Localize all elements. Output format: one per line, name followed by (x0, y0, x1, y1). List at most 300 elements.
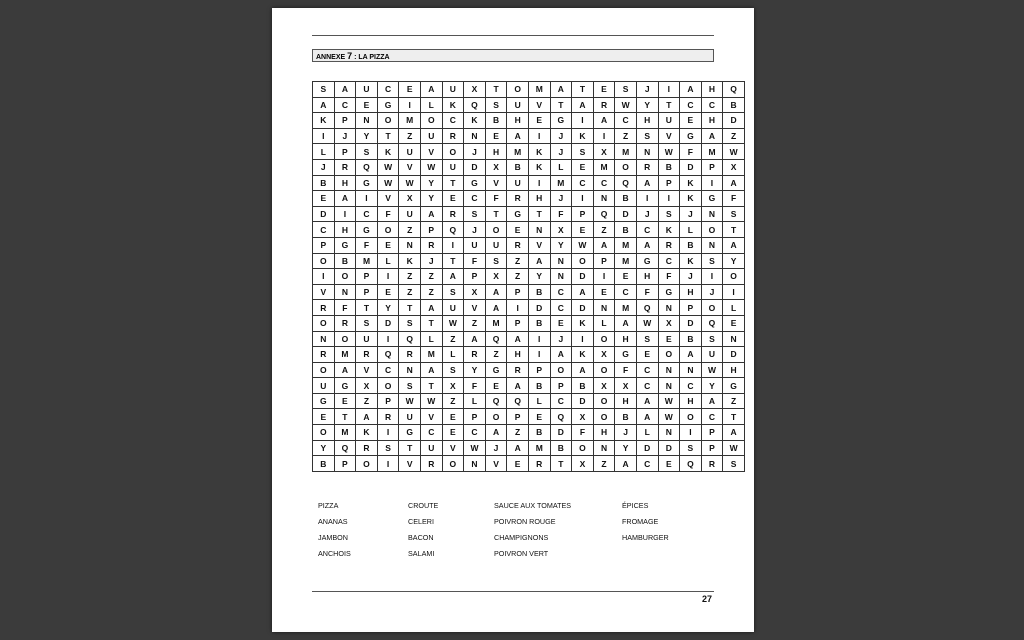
grid-row (313, 378, 745, 394)
grid-cell: G (313, 393, 335, 409)
grid-cell: G (636, 253, 658, 269)
grid-cell: X (615, 378, 637, 394)
grid-cell: B (615, 222, 637, 238)
grid-cell: Y (356, 128, 378, 144)
grid-cell: I (528, 175, 550, 191)
grid-cell: V (313, 284, 335, 300)
grid-cell: R (334, 315, 356, 331)
grid-row (313, 315, 745, 331)
word-item: FROMAGE (622, 517, 659, 526)
grid-cell: E (528, 113, 550, 129)
grid-row (313, 237, 745, 253)
grid-cell: X (356, 378, 378, 394)
grid-cell: M (615, 144, 637, 160)
grid-cell: P (593, 253, 615, 269)
grid-cell: M (528, 82, 550, 98)
word-list (318, 501, 718, 571)
grid-cell: R (593, 97, 615, 113)
grid-cell: Q (593, 206, 615, 222)
grid-cell: V (399, 456, 421, 472)
grid-cell: J (550, 191, 572, 207)
grid-cell: F (464, 253, 486, 269)
grid-cell: K (356, 425, 378, 441)
grid-cell: H (528, 191, 550, 207)
grid-cell: G (334, 378, 356, 394)
grid-cell: S (442, 284, 464, 300)
grid-cell: A (636, 237, 658, 253)
grid-cell: E (442, 409, 464, 425)
grid-cell: N (464, 128, 486, 144)
grid-cell: M (420, 347, 442, 363)
grid-cell: P (507, 409, 529, 425)
title-number: 7 (347, 51, 353, 61)
grid-cell: F (550, 206, 572, 222)
grid-cell: V (485, 175, 507, 191)
grid-cell: O (442, 144, 464, 160)
word-item: BACON (408, 533, 434, 542)
grid-cell: P (377, 393, 399, 409)
grid-cell: V (356, 362, 378, 378)
grid-cell: R (420, 456, 442, 472)
grid-cell: E (636, 347, 658, 363)
grid-cell: Z (420, 284, 442, 300)
grid-cell: A (593, 113, 615, 129)
grid-cell: E (313, 409, 335, 425)
word-item: CELERI (408, 517, 434, 526)
grid-cell: P (334, 456, 356, 472)
grid-cell: N (399, 362, 421, 378)
grid-cell: P (701, 425, 723, 441)
grid-row (313, 222, 745, 238)
word-item: SAUCE AUX TOMATES (494, 501, 572, 510)
grid-cell: X (442, 378, 464, 394)
grid-cell: D (680, 315, 702, 331)
grid-cell: Z (615, 128, 637, 144)
grid-cell: X (550, 222, 572, 238)
grid-cell: O (680, 409, 702, 425)
word-column (408, 501, 438, 565)
grid-cell: Q (334, 440, 356, 456)
grid-cell: G (377, 97, 399, 113)
grid-cell: N (550, 253, 572, 269)
grid-cell: J (485, 440, 507, 456)
grid-cell: L (313, 144, 335, 160)
grid-cell: S (485, 97, 507, 113)
grid-row (313, 409, 745, 425)
grid-cell: G (723, 378, 745, 394)
grid-cell: Y (464, 362, 486, 378)
grid-cell: E (507, 456, 529, 472)
grid-cell: W (658, 393, 680, 409)
grid-row (313, 82, 745, 98)
grid-cell: I (680, 425, 702, 441)
grid-cell: K (680, 253, 702, 269)
grid-cell: U (313, 378, 335, 394)
grid-cell: T (550, 456, 572, 472)
grid-cell: J (680, 269, 702, 285)
grid-cell: N (356, 113, 378, 129)
grid-cell: J (550, 128, 572, 144)
grid-cell: B (680, 331, 702, 347)
grid-cell: E (723, 315, 745, 331)
grid-cell: K (313, 113, 335, 129)
grid-cell: Q (507, 393, 529, 409)
grid-row (313, 425, 745, 441)
grid-cell: M (615, 253, 637, 269)
grid-cell: C (680, 378, 702, 394)
grid-cell: G (701, 191, 723, 207)
grid-cell: O (550, 362, 572, 378)
grid-cell: R (507, 362, 529, 378)
grid-cell: Z (485, 347, 507, 363)
grid-row (313, 113, 745, 129)
grid-cell: I (356, 191, 378, 207)
grid-cell: I (572, 331, 594, 347)
grid-cell: B (680, 237, 702, 253)
grid-cell: Y (723, 253, 745, 269)
grid-cell: P (507, 315, 529, 331)
grid-cell: X (572, 456, 594, 472)
grid-cell: Z (399, 284, 421, 300)
grid-cell: G (507, 206, 529, 222)
grid-cell: M (356, 253, 378, 269)
grid-cell: A (550, 82, 572, 98)
grid-cell: Y (550, 237, 572, 253)
grid-cell: O (334, 331, 356, 347)
grid-cell: F (658, 269, 680, 285)
grid-cell: G (356, 222, 378, 238)
document-page (272, 8, 754, 632)
grid-cell: H (485, 144, 507, 160)
grid-cell: B (528, 425, 550, 441)
grid-cell: U (420, 128, 442, 144)
grid-cell: U (399, 206, 421, 222)
grid-cell: S (723, 206, 745, 222)
grid-cell: N (701, 237, 723, 253)
page-number: 27 (701, 594, 712, 604)
grid-cell: P (464, 409, 486, 425)
grid-cell: W (420, 159, 442, 175)
grid-cell: A (442, 269, 464, 285)
grid-cell: I (593, 128, 615, 144)
grid-cell: P (356, 284, 378, 300)
grid-cell: H (701, 82, 723, 98)
grid-cell: U (485, 237, 507, 253)
grid-cell: A (550, 347, 572, 363)
grid-cell: C (356, 206, 378, 222)
grid-cell: L (420, 331, 442, 347)
grid-cell: M (399, 113, 421, 129)
grid-cell: K (572, 128, 594, 144)
grid-cell: Z (399, 222, 421, 238)
grid-cell: B (615, 191, 637, 207)
grid-cell: A (420, 362, 442, 378)
grid-cell: L (550, 159, 572, 175)
grid-cell: L (593, 315, 615, 331)
grid-cell: U (701, 347, 723, 363)
grid-cell: C (550, 300, 572, 316)
grid-cell: U (442, 82, 464, 98)
grid-cell: W (399, 175, 421, 191)
grid-cell: A (572, 97, 594, 113)
grid-cell: T (485, 206, 507, 222)
grid-cell: A (334, 362, 356, 378)
grid-cell: S (399, 378, 421, 394)
grid-cell: R (701, 456, 723, 472)
grid-cell: A (680, 82, 702, 98)
grid-cell: S (658, 206, 680, 222)
grid-cell: L (464, 393, 486, 409)
grid-cell: I (658, 82, 680, 98)
grid-cell: H (680, 393, 702, 409)
word-item: CROUTE (408, 501, 439, 510)
grid-cell: D (550, 425, 572, 441)
grid-cell: Z (399, 269, 421, 285)
grid-row (313, 393, 745, 409)
grid-cell: C (658, 253, 680, 269)
grid-cell: Y (420, 175, 442, 191)
grid-cell: Z (420, 269, 442, 285)
grid-cell: X (723, 159, 745, 175)
word-item: ANANAS (318, 517, 348, 526)
grid-cell: K (442, 97, 464, 113)
grid-cell: U (356, 331, 378, 347)
grid-cell: J (636, 206, 658, 222)
grid-cell: E (593, 82, 615, 98)
grid-cell: B (658, 159, 680, 175)
grid-cell: E (593, 284, 615, 300)
word-item: POIVRON ROUGE (494, 517, 556, 526)
grid-cell: X (485, 269, 507, 285)
grid-cell: E (572, 222, 594, 238)
grid-cell: Y (377, 300, 399, 316)
grid-cell: Q (550, 409, 572, 425)
grid-cell: J (550, 144, 572, 160)
grid-cell: P (701, 159, 723, 175)
grid-cell: E (399, 82, 421, 98)
grid-cell: G (485, 362, 507, 378)
grid-cell: Q (701, 315, 723, 331)
grid-cell: T (485, 82, 507, 98)
grid-cell: A (485, 284, 507, 300)
grid-cell: R (442, 128, 464, 144)
grid-cell: A (680, 347, 702, 363)
grid-cell: H (636, 113, 658, 129)
grid-cell: A (485, 425, 507, 441)
grid-cell: S (442, 362, 464, 378)
grid-cell: S (572, 144, 594, 160)
grid-row (313, 362, 745, 378)
grid-cell: A (636, 393, 658, 409)
grid-cell: Z (593, 456, 615, 472)
grid-cell: W (658, 409, 680, 425)
grid-cell: N (313, 331, 335, 347)
grid-cell: O (313, 362, 335, 378)
word-search-grid (312, 81, 745, 472)
grid-cell: A (572, 284, 594, 300)
grid-cell: H (615, 331, 637, 347)
grid-row (313, 97, 745, 113)
grid-cell: I (658, 191, 680, 207)
grid-cell: F (615, 362, 637, 378)
grid-cell: C (615, 113, 637, 129)
grid-cell: K (528, 159, 550, 175)
grid-cell: B (550, 440, 572, 456)
grid-cell: K (377, 144, 399, 160)
grid-cell: O (377, 113, 399, 129)
grid-cell: P (680, 300, 702, 316)
grid-cell: R (442, 206, 464, 222)
grid-cell: C (377, 362, 399, 378)
grid-cell: A (636, 175, 658, 191)
grid-cell: E (377, 237, 399, 253)
grid-cell: L (528, 393, 550, 409)
grid-cell: M (507, 144, 529, 160)
grid-cell: H (593, 425, 615, 441)
grid-cell: V (420, 144, 442, 160)
grid-cell: M (334, 347, 356, 363)
grid-cell: C (313, 222, 335, 238)
grid-cell: L (636, 425, 658, 441)
grid-cell: Y (313, 440, 335, 456)
grid-cell: O (313, 425, 335, 441)
title-prefix: ANNEXE (316, 54, 348, 61)
grid-cell: N (658, 378, 680, 394)
grid-cell: J (464, 144, 486, 160)
grid-cell: E (658, 456, 680, 472)
grid-cell: M (334, 425, 356, 441)
grid-cell: C (464, 425, 486, 441)
grid-cell: B (528, 378, 550, 394)
grid-cell: G (399, 425, 421, 441)
grid-cell: K (572, 315, 594, 331)
grid-cell: O (507, 82, 529, 98)
grid-cell: X (464, 284, 486, 300)
grid-cell: F (572, 425, 594, 441)
grid-row (313, 128, 745, 144)
grid-cell: A (334, 82, 356, 98)
grid-cell: N (399, 237, 421, 253)
grid-cell: S (464, 206, 486, 222)
grid-cell: F (334, 300, 356, 316)
grid-cell: C (334, 97, 356, 113)
grid-cell: Z (356, 393, 378, 409)
grid-cell: I (377, 456, 399, 472)
grid-cell: A (420, 206, 442, 222)
grid-cell: A (507, 331, 529, 347)
grid-cell: A (723, 425, 745, 441)
grid-cell: E (615, 269, 637, 285)
grid-cell: B (528, 284, 550, 300)
grid-cell: A (485, 300, 507, 316)
grid-cell: H (507, 347, 529, 363)
grid-cell: B (313, 456, 335, 472)
grid-cell: M (550, 175, 572, 191)
grid-cell: N (593, 440, 615, 456)
grid-cell: Q (356, 159, 378, 175)
grid-cell: Y (636, 97, 658, 113)
grid-cell: C (442, 113, 464, 129)
word-column (622, 501, 669, 549)
grid-cell: B (528, 315, 550, 331)
grid-cell: T (723, 222, 745, 238)
grid-cell: I (528, 347, 550, 363)
grid-cell: I (572, 191, 594, 207)
grid-row (313, 175, 745, 191)
grid-cell: Z (507, 253, 529, 269)
grid-cell: T (528, 206, 550, 222)
grid-cell: A (723, 237, 745, 253)
grid-cell: R (313, 347, 335, 363)
grid-cell: T (658, 97, 680, 113)
grid-cell: F (485, 191, 507, 207)
grid-cell: D (572, 300, 594, 316)
grid-cell: L (680, 222, 702, 238)
grid-cell: I (377, 425, 399, 441)
grid-cell: X (464, 82, 486, 98)
grid-cell: T (420, 315, 442, 331)
grid-cell: E (550, 315, 572, 331)
grid-cell: H (701, 113, 723, 129)
grid-cell: B (572, 378, 594, 394)
grid-cell: B (313, 175, 335, 191)
grid-cell: E (680, 113, 702, 129)
grid-cell: I (528, 331, 550, 347)
grid-cell: I (507, 300, 529, 316)
grid-cell: P (356, 269, 378, 285)
grid-cell: P (550, 378, 572, 394)
grid-cell: A (507, 440, 529, 456)
grid-cell: A (593, 237, 615, 253)
header-rule (312, 35, 714, 36)
grid-cell: M (485, 315, 507, 331)
grid-cell: Q (636, 300, 658, 316)
grid-cell: T (399, 300, 421, 316)
grid-cell: Q (680, 456, 702, 472)
grid-cell: B (485, 113, 507, 129)
word-item: HAMBURGER (622, 533, 669, 542)
grid-cell: V (399, 159, 421, 175)
word-item: ANCHOIS (318, 549, 351, 558)
grid-cell: T (399, 440, 421, 456)
grid-cell: E (334, 393, 356, 409)
grid-cell: S (399, 315, 421, 331)
grid-cell: U (507, 175, 529, 191)
grid-cell: L (377, 253, 399, 269)
grid-cell: C (377, 82, 399, 98)
grid-cell: W (723, 440, 745, 456)
grid-cell: A (701, 393, 723, 409)
grid-cell: A (420, 82, 442, 98)
grid-cell: R (420, 237, 442, 253)
grid-cell: E (485, 128, 507, 144)
grid-cell: E (377, 284, 399, 300)
grid-cell: W (377, 159, 399, 175)
grid-cell: W (636, 315, 658, 331)
grid-cell: Q (464, 97, 486, 113)
grid-cell: M (593, 159, 615, 175)
grid-cell: I (377, 331, 399, 347)
word-item: JAMBON (318, 533, 348, 542)
grid-cell: H (723, 362, 745, 378)
grid-cell: Q (399, 331, 421, 347)
grid-cell: E (313, 191, 335, 207)
grid-cell: C (593, 175, 615, 191)
grid-cell: Z (593, 222, 615, 238)
grid-cell: E (442, 425, 464, 441)
grid-cell: Z (442, 393, 464, 409)
title-suffix: : LA PIZZA (352, 54, 390, 61)
